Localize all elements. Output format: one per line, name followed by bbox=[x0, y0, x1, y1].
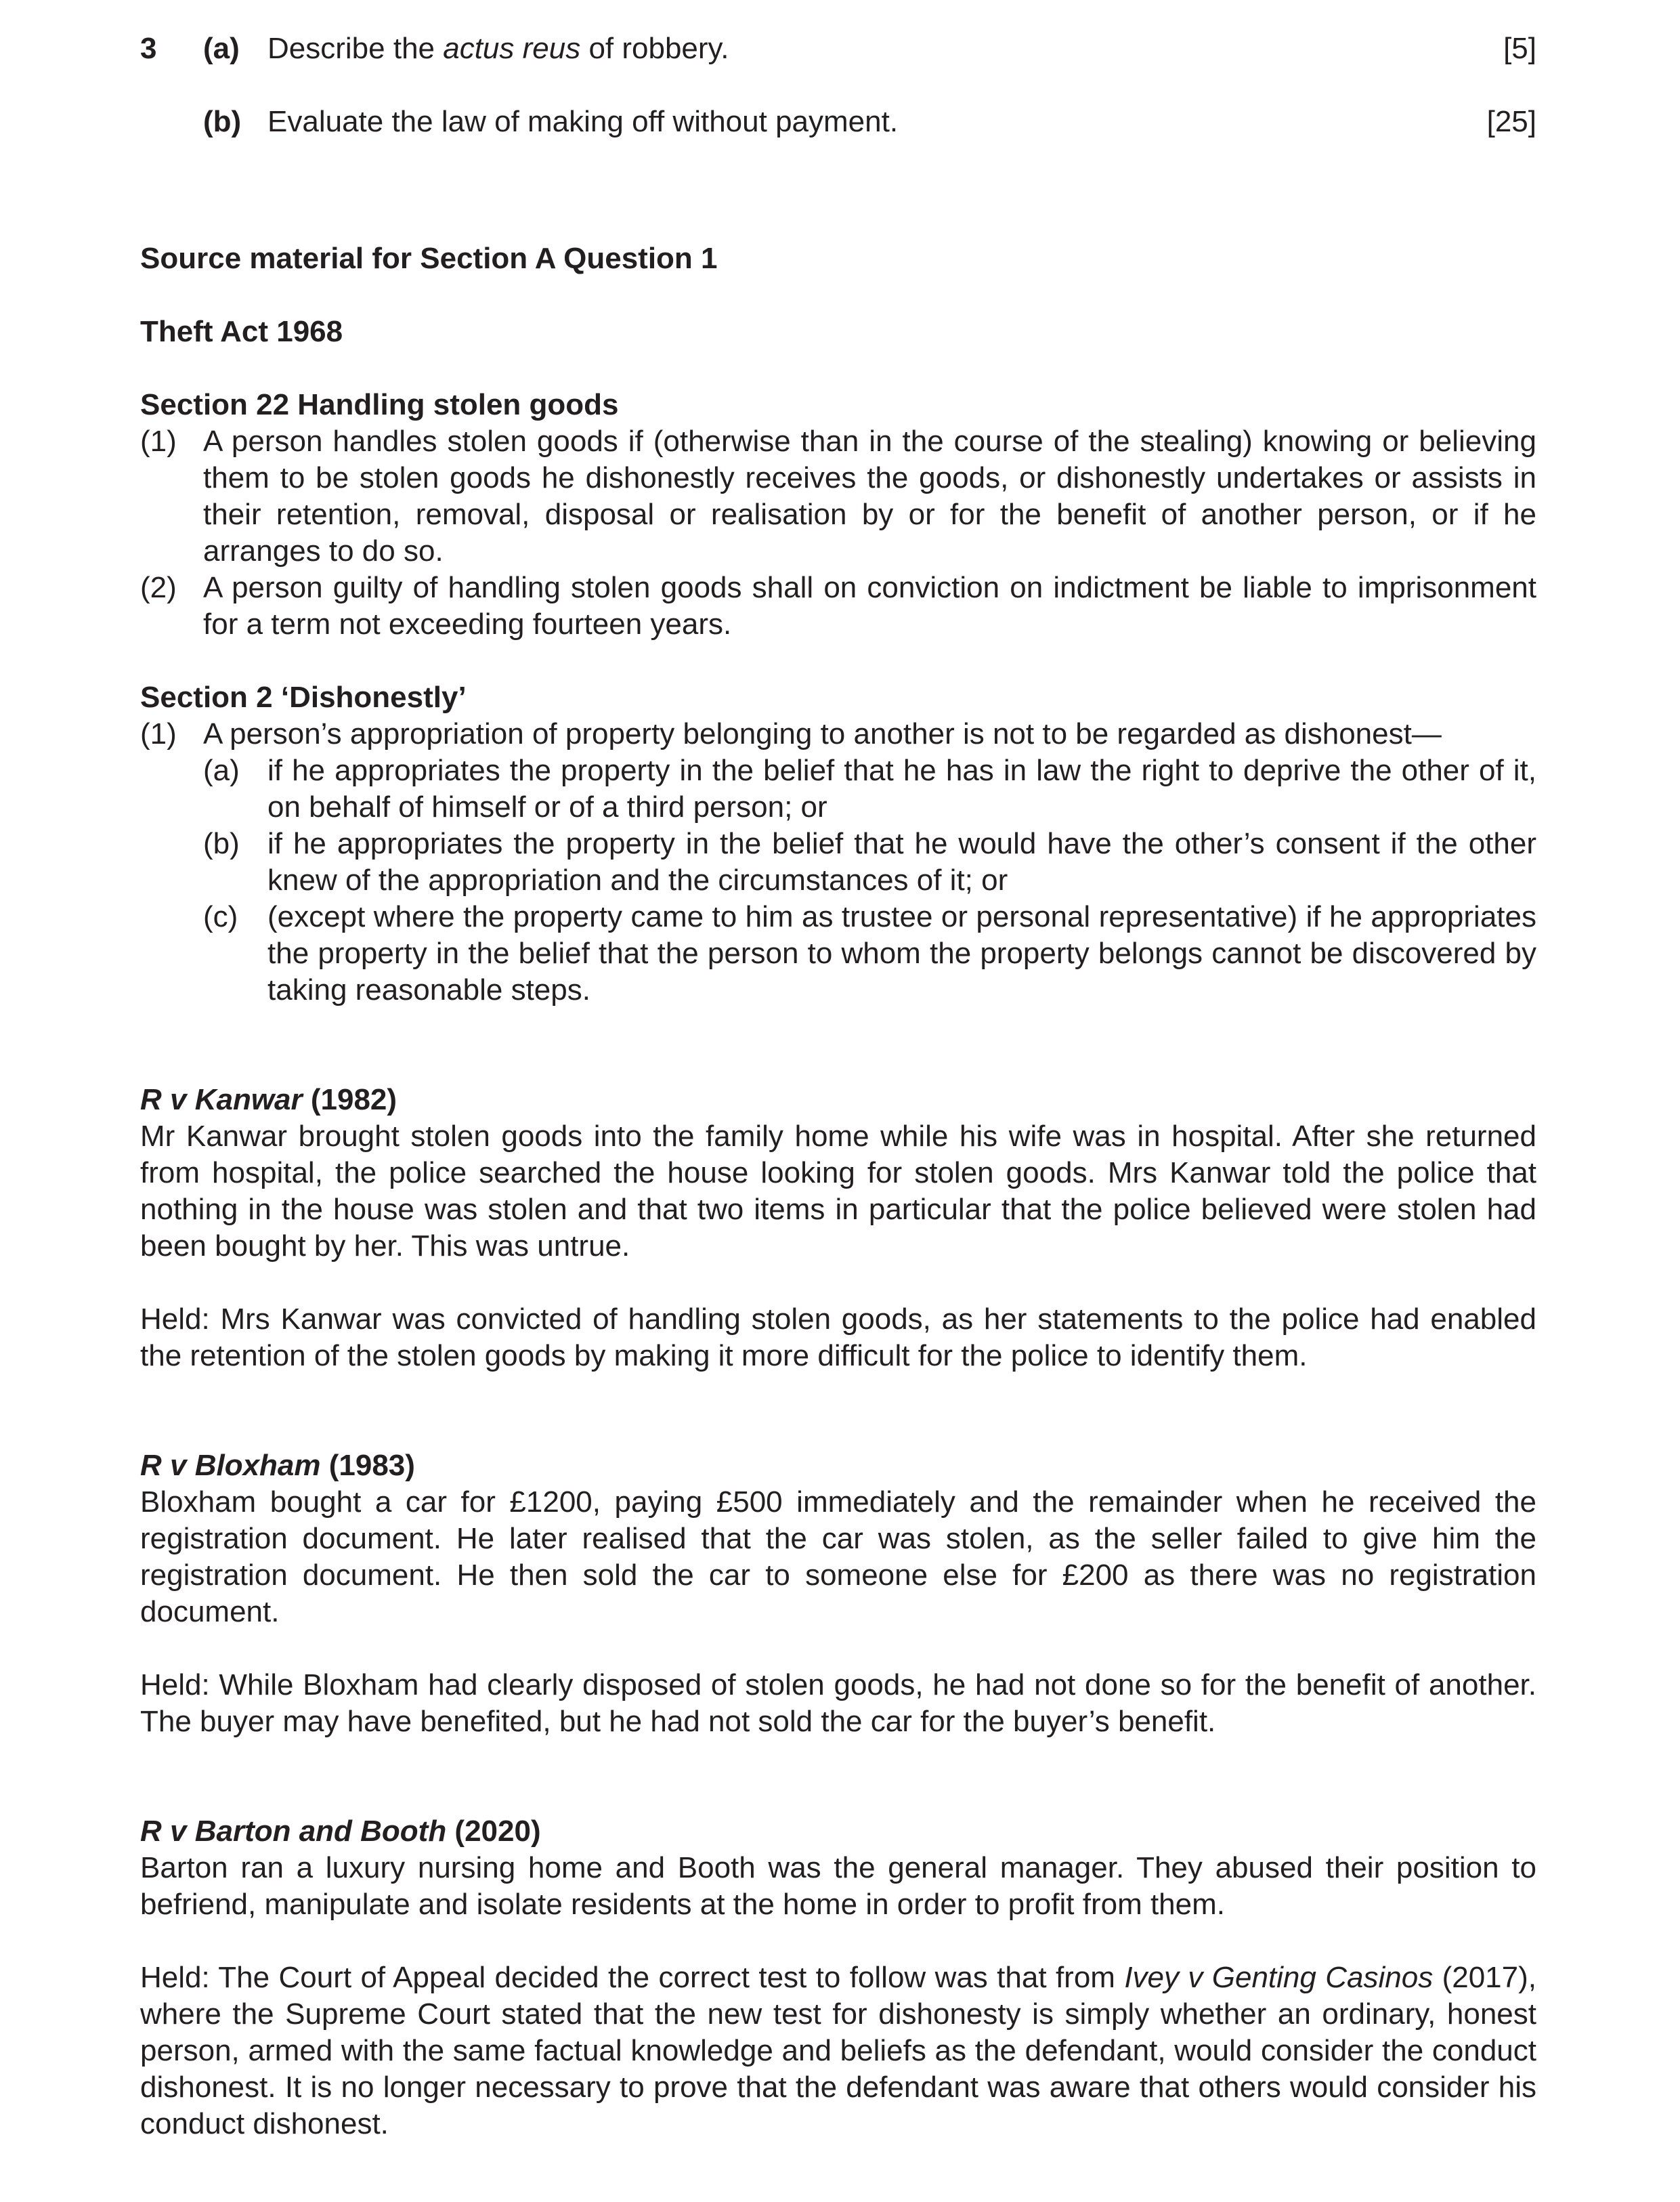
s22-item-2-text: A person guilty of handling stolen goods shall on conviction on indictment be liable to imprisonment for a term not exceeding fourteen years. bbox=[203, 571, 1536, 641]
case-kanwar-name: R v Kanwar bbox=[140, 1083, 303, 1116]
case-barton-facts: Barton ran a luxury nursing home and Booth was the general manager. They abused their position to befriend, manipulate and isolate residents at the home in order to profit from them. bbox=[140, 1851, 1536, 1921]
part-b-marks: [25] bbox=[1486, 105, 1536, 138]
case-kanwar-year: (1982) bbox=[302, 1083, 397, 1116]
question-number: 3 bbox=[140, 32, 157, 65]
case-kanwar-facts: Mr Kanwar brought stolen goods into the family home while his wife was in hospital. After she returned from hospital, the police searched the house looking for stolen goods. Mrs Kanwar told the police that nothing in the house was stolen and that two items in particular that the police believed were stolen had been bought by her. This was untrue. bbox=[140, 1120, 1536, 1263]
case-bloxham-name: R v Bloxham bbox=[140, 1449, 321, 1482]
case-kanwar-held: Held: Mrs Kanwar was convicted of handling stolen goods, as her statements to the police had enabled the retention of the stolen goods by making it more difficult for the police to identify them. bbox=[140, 1303, 1536, 1372]
part-b-label: (b) bbox=[203, 105, 242, 138]
case-barton-held-italic: Ivey v Genting Casinos bbox=[1124, 1961, 1434, 1994]
s2-subitem-c-label: (c) bbox=[203, 900, 238, 933]
case-bloxham-facts: Bloxham bought a car for £1200, paying £500 immediately and the remainder when he received the registration document. He later realised that the car was stolen, as the seller failed to give him the registration document. He then sold the car to someone else for £200 as there was no registration document. bbox=[140, 1485, 1536, 1628]
case-barton-held-pre: Held: The Court of Appeal decided the correct test to follow was that from bbox=[140, 1961, 1125, 1994]
section-22-heading: Section 22 Handling stolen goods bbox=[140, 388, 619, 421]
part-a-marks: [5] bbox=[1503, 32, 1536, 65]
part-a-label: (a) bbox=[203, 32, 240, 65]
case-bloxham-held: Held: While Bloxham had clearly disposed of stolen goods, he had not done so for the benefit of another. The buyer may have benefited, but he had not sold the car for the buyer’s benefit. bbox=[140, 1668, 1536, 1738]
s2-subitem-b-text: if he appropriates the property in the belief that he would have the other’s consent if the other knew of the appropriation and the circumstances of it; or bbox=[267, 827, 1536, 897]
s2-item-1-label: (1) bbox=[140, 717, 177, 750]
case-kanwar-title bbox=[140, 1082, 1536, 1118]
act-title: Theft Act 1968 bbox=[140, 315, 343, 348]
case-barton-name: R v Barton and Booth bbox=[140, 1815, 447, 1848]
part-b-text: Evaluate the law of making off without payment. bbox=[267, 105, 899, 138]
case-barton-year: (2020) bbox=[446, 1815, 541, 1848]
part-a-text-pre: Describe the bbox=[267, 32, 444, 65]
s2-subitem-a-label: (a) bbox=[203, 754, 240, 787]
case-barton-held bbox=[140, 1960, 1536, 2142]
s22-item-2-label: (2) bbox=[140, 571, 177, 604]
s22-item-1-label: (1) bbox=[140, 425, 177, 458]
s2-subitem-b-label: (b) bbox=[203, 827, 240, 860]
case-bloxham-title bbox=[140, 1447, 1536, 1484]
case-barton-title bbox=[140, 1813, 1536, 1850]
section-2-heading: Section 2 ‘Dishonestly’ bbox=[140, 681, 467, 714]
part-a-text-post: of robbery. bbox=[580, 32, 729, 65]
s2-subitem-c-text: (except where the property came to him as trustee or personal representative) if he appropriates the property in the belief that the person to whom the property belongs cannot be discovered by taking reasonable steps. bbox=[267, 900, 1536, 1007]
s2-item-1-text: A person’s appropriation of property belonging to another is not to be regarded as dishonest— bbox=[203, 717, 1442, 750]
part-a-text bbox=[267, 30, 729, 67]
case-barton-held-post: (2017), where the Supreme Court stated that the new test for dishonesty is simply whether an ordinary, honest person, armed with the same factual knowledge and beliefs as the defendant, would consider the conduct dishonest. It is no longer necessary to prove that the defendant was aware that others would consider his conduct dishonest. bbox=[140, 1961, 1537, 2140]
source-heading: Source material for Section A Question 1 bbox=[140, 242, 718, 275]
case-bloxham-year: (1983) bbox=[320, 1449, 415, 1482]
part-a-text-italic: actus reus bbox=[443, 32, 581, 65]
s22-item-1-text: A person handles stolen goods if (otherwise than in the course of the stealing) knowing or believing them to be stolen goods he dishonestly receives the goods, or dishonestly undertakes or assists in their retention, removal, disposal or realisation by or for the benefit of another person, or if he arranges to do so. bbox=[203, 425, 1536, 568]
s2-subitem-a-text: if he appropriates the property in the belief that he has in law the right to deprive the other of it, on behalf of himself or of a third person; or bbox=[267, 754, 1536, 824]
